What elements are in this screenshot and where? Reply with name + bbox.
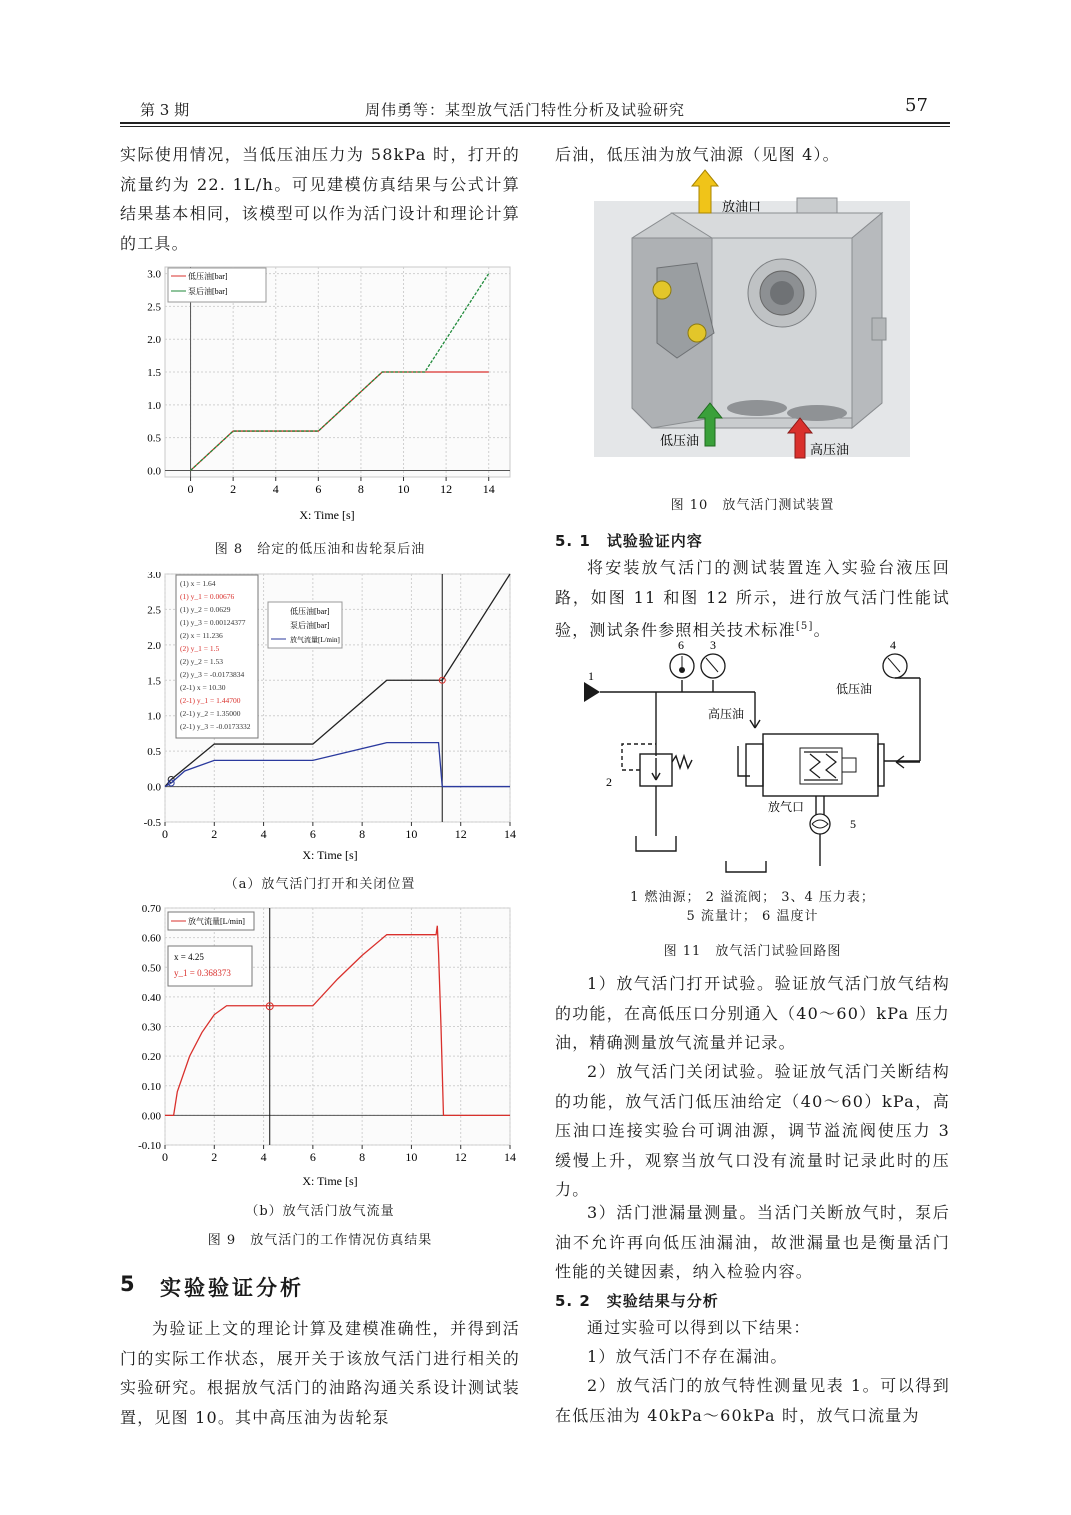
y-tick-label: 0.00 <box>141 1110 161 1123</box>
spring-chamber <box>800 748 842 784</box>
readout-line: (2-1) y_2 = 1.35000 <box>180 709 241 718</box>
x-tick-label: 10 <box>397 482 410 496</box>
y-tick-label: 3.0 <box>147 572 161 581</box>
fig9b-readout-y: y_1 = 0.368373 <box>174 968 231 978</box>
x-tick-label: 12 <box>454 827 467 841</box>
x-tick-label: 14 <box>504 827 516 841</box>
readout-line: (2) y_1 = 1.5 <box>180 644 220 653</box>
test-1-paragraph: 1）放气活门打开试验。验证放气活门放气结构的功能，在高低压口分别通入（40～60）kPa 压力油，精确测量放气流量并记录。 <box>555 974 950 1052</box>
y-tick-label: 0.10 <box>141 1080 161 1093</box>
x-tick-label: 14 <box>482 482 495 496</box>
x-tick-label: 2 <box>230 482 237 496</box>
s51-end: 。 <box>813 620 831 640</box>
header-rule-thin <box>120 126 950 127</box>
fig9b-xlabel: X: Time [s] <box>302 1174 358 1188</box>
y-tick-label: 0.40 <box>141 991 161 1004</box>
x-tick-label: 10 <box>405 1150 418 1164</box>
y-tick-label: 0.0 <box>147 465 161 478</box>
running-title: 周伟勇等：某型放气活门特性分析及试验研究 <box>365 101 686 119</box>
low-pressure-label: 低压油 <box>660 433 700 448</box>
x-tick-label: 4 <box>260 1150 267 1164</box>
result-2-paragraph: 2）放气活门的放气特性测量见表 1。可以得到在低压油为 40kPa～60kPa 时，放气口流量为 <box>555 1376 950 1425</box>
readout-line: (2-1) x = 10.30 <box>180 683 226 692</box>
bolt-top-icon <box>653 281 671 299</box>
y-tick-label: 1.0 <box>147 710 161 723</box>
section-5-2-paragraph: 通过实验可以得到以下结果： <box>587 1318 811 1337</box>
continued-paragraph: 后油，低压油为放气油源（见图 4）。 <box>555 145 840 164</box>
readout-line: (1) y_1 = 0.00676 <box>180 592 235 601</box>
x-tick-label: 10 <box>405 827 418 841</box>
label-3: 3 <box>710 638 716 652</box>
readout-line: (2-1) y_1 = 1.44700 <box>180 696 241 705</box>
y-tick-label: 0.0 <box>147 781 161 794</box>
fig9b-legend-1: 放气流量[L/min] <box>188 917 245 926</box>
y-tick-label: 0.20 <box>141 1051 161 1064</box>
x-tick-label: 4 <box>272 482 279 496</box>
readout-line: (2) y_3 = -0.0173834 <box>180 670 245 679</box>
y-tick-label: 2.0 <box>147 334 161 347</box>
figure-11-caption: 图 11 放气活门试验回路图 <box>663 944 842 959</box>
x-tick-label: 0 <box>162 1150 168 1164</box>
y-tick-label: 3.0 <box>147 268 161 281</box>
figure-9a-caption: （a）放气活门打开和关闭位置 <box>224 877 416 892</box>
section-5-number: 5 <box>120 1272 138 1296</box>
readout-line: (2) x = 11.236 <box>180 631 223 640</box>
section-5-title: 实验验证分析 <box>160 1276 304 1300</box>
result-1-paragraph: 1）放气活门不存在漏油。 <box>587 1347 788 1366</box>
x-tick-label: 14 <box>504 1150 516 1164</box>
y-tick-label: 2.5 <box>147 301 161 314</box>
section-5-paragraph: 为验证上文的理论计算及建模准确性，并得到活门的实际工作状态，展开关于该放气活门进行相关的实验研究。根据放气活门的油路沟通关系设计测试装置，见图 10。其中高压油为齿轮泵 <box>120 1319 520 1427</box>
readout-line: (1) y_3 = 0.00124377 <box>180 618 246 627</box>
side-plug <box>872 318 886 340</box>
x-tick-label: 12 <box>454 1150 467 1164</box>
figure-10-device <box>592 168 912 460</box>
x-tick-label: 6 <box>309 1150 316 1164</box>
y-tick-label: 2.5 <box>147 604 161 617</box>
section-5-1-paragraph <box>555 553 950 645</box>
fig9b-readout-x: x = 4.25 <box>174 952 204 962</box>
port-hole-inner <box>770 281 794 305</box>
x-tick-label: 8 <box>359 827 366 841</box>
y-tick-label: -0.5 <box>143 817 161 829</box>
label-vent: 放气口 <box>768 800 805 814</box>
figure-8-chart <box>120 262 520 530</box>
x-tick-label: 12 <box>440 482 453 496</box>
figure-11-legend-1: 1 燃油源； 2 溢流阀； 3、4 压力表； <box>630 890 875 905</box>
x-tick-label: 0 <box>162 827 168 841</box>
y-tick-label: 0.5 <box>147 746 161 759</box>
fig8-legend-2: 泵后油[bar] <box>188 287 228 296</box>
label-1: 1 <box>588 669 594 683</box>
test-2-paragraph: 2）放气活门关闭试验。验证放气活门关断结构的功能，放气活门低压油给定（40～60）kPa，高压油口连接实验台可调油源，调节溢流阀使压力 3 缓慢上升，观察当放气口没有流量时记录此时的压力。 <box>555 1062 950 1199</box>
x-tick-label: 6 <box>309 827 316 841</box>
readout-line: (1) y_2 = 0.0629 <box>180 605 231 614</box>
figure-11-circuit <box>570 636 940 876</box>
y-tick-label: 0.60 <box>141 932 161 945</box>
label-4: 4 <box>890 638 896 652</box>
section-5-2-title: 5. 2 实验结果与分析 <box>555 1292 719 1310</box>
bottom-port-high <box>787 405 847 421</box>
x-tick-label: 8 <box>359 1150 366 1164</box>
issue-number: 第 3 期 <box>140 101 190 119</box>
figure-11-legend-2: 5 流量计； 6 温度计 <box>686 909 819 924</box>
x-tick-label: 2 <box>211 827 218 841</box>
y-tick-label: 0.5 <box>147 432 161 445</box>
bottom-port-low <box>727 400 787 416</box>
readout-line: (2) y_2 = 1.53 <box>180 657 223 666</box>
s51-text: 将安装放气活门的测试装置连入实验台液压回路，如图 11 和图 12 所示，进行放气活门性能试验，测试条件参照相关技术标准 <box>555 558 950 640</box>
label-low-pressure: 低压油 <box>836 682 873 696</box>
readout-line: (1) x = 1.64 <box>180 579 216 588</box>
fig9a-legend-3: 放气流量[L/min] <box>290 636 340 644</box>
header-rule <box>120 122 950 124</box>
circuit-lines <box>600 678 920 872</box>
x-tick-label: 4 <box>260 827 267 841</box>
s51-reference: [5] <box>795 621 814 632</box>
y-tick-label: 0.30 <box>141 1021 161 1034</box>
label-5: 5 <box>850 817 856 831</box>
figure-8-caption: 图 8 给定的低压油和齿轮泵后油 <box>214 542 426 557</box>
fig9a-xlabel: X: Time [s] <box>302 848 358 862</box>
label-2: 2 <box>606 775 612 789</box>
thermometer-bulb <box>679 667 685 673</box>
y-tick-label: 1.0 <box>147 399 161 412</box>
fig9a-legend-1: 低压油[bar] <box>290 607 330 616</box>
y-tick-label: 1.5 <box>147 675 161 688</box>
figure-9a-chart <box>120 572 520 864</box>
valve-spool <box>842 758 856 772</box>
x-tick-label: 2 <box>211 1150 218 1164</box>
section-5-1-title: 5. 1 试验验证内容 <box>555 532 703 550</box>
y-tick-label: 0.50 <box>141 962 161 975</box>
source-triangle-icon <box>584 682 600 702</box>
bolt-bottom-icon <box>688 324 706 342</box>
readout-line: (2-1) y_3 = -0.0173332 <box>180 722 251 731</box>
figure-10-caption: 图 10 放气活门测试装置 <box>670 498 835 513</box>
fig9a-legend-2: 泵后油[bar] <box>290 621 330 630</box>
y-tick-label: -0.10 <box>138 1140 161 1152</box>
outlet-label: 放油口 <box>722 199 762 214</box>
fig8-legend-1: 低压油[bar] <box>188 272 228 281</box>
y-tick-label: 0.70 <box>141 903 161 915</box>
flowmeter-icon <box>810 814 830 834</box>
fig8-xlabel: X: Time [s] <box>299 508 355 522</box>
figure-9b-chart <box>120 900 520 1192</box>
y-tick-label: 2.0 <box>147 639 161 652</box>
label-6: 6 <box>678 638 684 652</box>
x-tick-label: 6 <box>315 482 322 496</box>
x-tick-label: 8 <box>357 482 364 496</box>
y-tick-label: 1.5 <box>147 367 161 379</box>
page-number: 57 <box>905 95 928 116</box>
label-high-pressure: 高压油 <box>708 707 745 721</box>
x-tick-label: 0 <box>187 482 194 496</box>
figure-9-caption: 图 9 放气活门的工作情况仿真结果 <box>207 1233 433 1248</box>
high-pressure-label: 高压油 <box>810 442 850 457</box>
intro-paragraph: 实际使用情况，当低压油压力为 58kPa 时，打开的流量约为 22. 1L/h。可见建模仿真结果与公式计算结果基本相同，该模型可以作为活门设计和理论计算的工具。 <box>120 145 520 253</box>
test-3-paragraph: 3）活门泄漏量测量。当活门关断放气时，泵后油不允许再向低压油漏油，故泄漏量也是衡量活门性能的关键因素，纳入检验内容。 <box>555 1203 950 1281</box>
figure-9b-caption: （b）放气活门放气流量 <box>245 1204 395 1219</box>
